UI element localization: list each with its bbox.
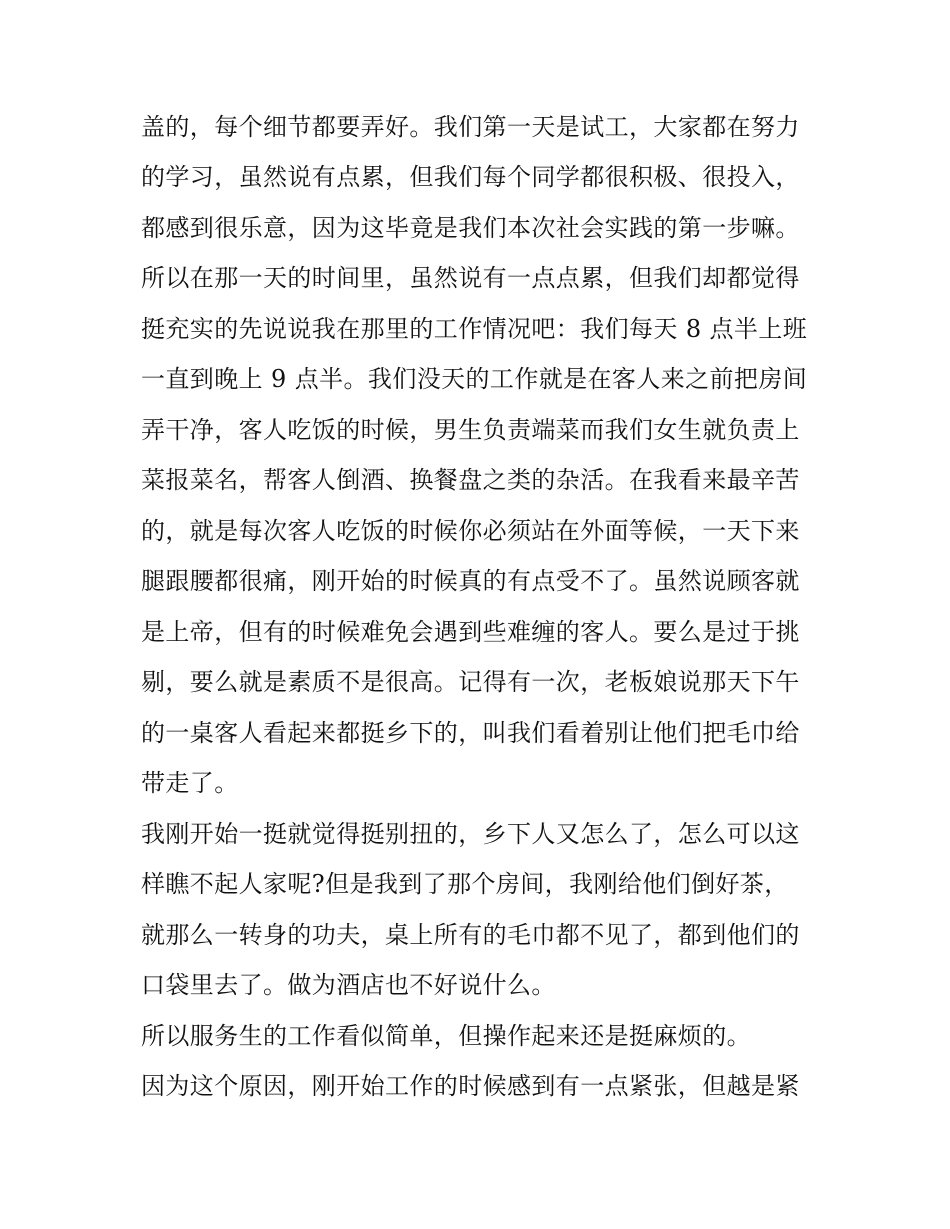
- text-line: 就那么一转身的功夫，桌上所有的毛巾都不见了，都到他们的: [141, 921, 800, 949]
- text-line: 带走了。: [141, 769, 239, 797]
- text-line: 因为这个原因，刚开始工作的时候感到有一点紧张，但越是紧: [141, 1072, 800, 1100]
- text-line: 我刚开始一挺就觉得挺别扭的，乡下人又怎么了，怎么可以这: [141, 820, 800, 848]
- text-line: 所以在那一天的时间里，虽然说有一点点累，但我们却都觉得: [141, 264, 800, 292]
- text-line: 都感到很乐意，因为这毕竟是我们本次社会实践的第一步嘛。: [141, 214, 800, 242]
- text-line: 的，就是每次客人吃饭的时候你必须站在外面等候，一天下来: [141, 517, 800, 545]
- text-line: 盖的，每个细节都要弄好。我们第一天是试工，大家都在努力: [141, 113, 800, 141]
- text-line: 口袋里去了。做为酒店也不好说什么。: [141, 971, 556, 999]
- text-line: 样瞧不起人家呢?但是我到了那个房间，我刚给他们倒好茶，: [141, 870, 789, 898]
- text-line: 弄干净，客人吃饭的时候，男生负责端菜而我们女生就负责上: [141, 416, 800, 444]
- text-line: 腿跟腰都很痛，刚开始的时候真的有点受不了。虽然说顾客就: [141, 567, 800, 595]
- text-line: 菜报菜名，帮客人倒酒、换餐盘之类的杂活。在我看来最辛苦: [141, 466, 800, 494]
- text-line: 是上帝，但有的时候难免会遇到些难缠的客人。要么是过于挑: [141, 618, 800, 646]
- text-line: 的一桌客人看起来都挺乡下的，叫我们看着别让他们把毛巾给: [141, 719, 800, 747]
- text-line: 所以服务生的工作看似简单，但操作起来还是挺麻烦的。: [141, 1022, 751, 1050]
- text-line: 挺充实的先说说我在那里的工作情况吧：我们每天 8 点半上班: [141, 315, 808, 343]
- text-line: 一直到晚上 9 点半。我们没天的工作就是在客人来之前把房间: [141, 365, 808, 393]
- text-line: 剔，要么就是素质不是很高。记得有一次，老板娘说那天下午: [141, 668, 800, 696]
- text-line: 的学习，虽然说有点累，但我们每个同学都很积极、很投入，: [141, 163, 800, 191]
